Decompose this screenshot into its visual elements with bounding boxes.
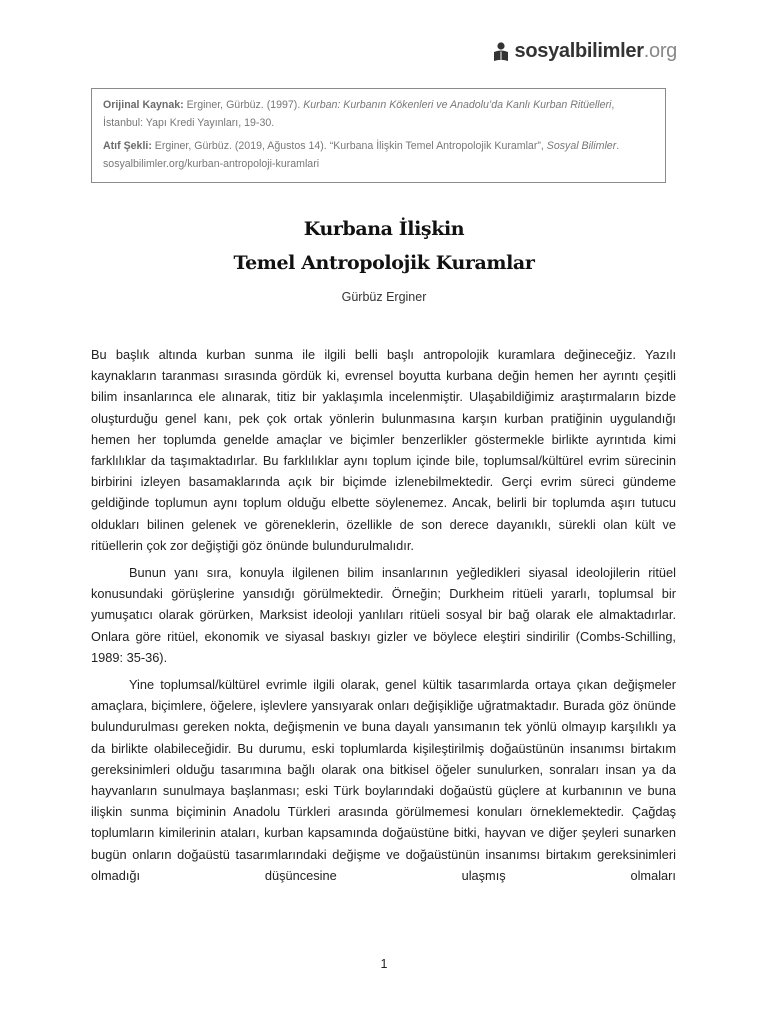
- logo-text: sosyalbilimler: [514, 40, 644, 62]
- original-source-label: Orijinal Kaynak:: [103, 99, 184, 111]
- citation-label: Atıf Şekli:: [103, 140, 152, 152]
- document-title: [0, 212, 768, 280]
- citation-url: . sosyalbilimler.org/kurban-antropoloji-kuramlari: [103, 140, 620, 170]
- article-body: [91, 344, 676, 892]
- source-citation-box: [91, 88, 666, 183]
- page-number: 1: [380, 957, 388, 971]
- title-line-1: Kurbana İlişkin: [303, 218, 465, 240]
- site-logo[interactable]: [493, 40, 677, 63]
- paragraph: Yine toplumsal/kültürel evrimle ilgili olarak, genel kültik tasarımlarda ortaya çıkan değişmeler amaçlara, biçimlere, öğelere, işlevlere yansıyarak onları değişikliğe uğratmaktadır. Burada göz önünde bulundurulması gereken nokta, değişmenin ve buna dayalı yansımanın tek yönlü olmayıp karşılıklı ya da birlikte olabileceğidir. Bu durumu, eski toplumlarda kişileştirilmiş doğaüstünün insanımsı birtakım gereksinimleri olduğu tasarımına bağlı olarak ona bitkisel öğeler sunulurken, sonraları insan ya da hayvanların sunulmaya başlanması; eski Türk boylarındaki doğaüstü güçlere at kurbanının ve buna ilişkin sunma biçiminin Anadolu Türkleri arasında görülmemesi konuları örneklemektedir. Çağdaş toplumların kimilerinin ataları, kurban kapsamında doğaüstüne bitki, hayvan ve diğer şeyleri sunarken bugün onların doğaüstü tasarımlarındaki değişme ve doğaüstünün insanımsı birtakım gereksinimleri olmadığı düşüncesine ulaşmış olmaları: [91, 677, 676, 883]
- title-line-2: Temel Antropolojik Kuramlar: [233, 252, 535, 274]
- paragraph: Bu başlık altında kurban sunma ile ilgili belli başlı antropolojik kuramlara değineceğiz. Yazılı kaynakların taranması sırasında gördük ki, evrensel boyutta kurbana değin hemen her ayrıntı çeşitli bilim insanlarınca ele alınarak, titiz bir yaklaşımla incelenmiştir. Ulaşabildiğimiz araştırmaların bizde oluşturduğu genel kanı, pek çok ortak yönlerin bulunmasına karşın kurban pratiğinin uygulandığı hemen her toplumda genelde amaçlar ve biçimler benzerlikler göstermekle birlikte ayrıntıda kimi farklılıklar da taşımaktadırlar. Bu farklılıklar aynı toplum içinde bile, toplumsal/kültürel evrim sürecinin birbirini izleyen basamaklarında açık bir biçimde izlenebilmektedir. Gerçi evrim süreci gündeme geldiğinde toplumun aynı toplum olduğu elbette söylenemez. Ancak, belirli bir toplumda aşırı tutucu oldukları bilinen gelenek ve göreneklerin, özellikle de son derece dayanıklı, sürekli olan kült ve ritüellerin çok zor değiştiği göz önünde bulundurulmalıdır.: [91, 347, 676, 553]
- paragraph: Bunun yanı sıra, konuyla ilgilenen bilim insanlarının yeğledikleri siyasal ideolojilerin ritüel konusundaki görüşlerine yansıdığı görülmektedir. Örneğin; Durkheim ritüeli yararlı, toplumsal bir yumuşatıcı olarak görürken, Marksist ideoloji yanlıları ritüeli sosyal bir bağ olarak ele almaktadırlar. Onlara göre ritüel, ekonomik ve siyasal baskıyı gizler ve böylece eleştiri sindirilir (Combs-Schilling, 1989: 35-36).: [91, 565, 676, 665]
- original-source: Orijinal Kaynak: Erginer, Gürbüz. (1997). Kurban: Kurbanın Kökenleri ve Anadolu’da Kanlı Kurban Ritüelleri, İstanbul: Yapı Kredi Yayınları, 19-30.: [103, 99, 615, 129]
- logo-tld: .org: [643, 40, 677, 62]
- author-name: Gürbüz Erginer: [341, 290, 427, 304]
- person-reading-icon: [493, 42, 509, 62]
- citation-format: Atıf Şekli: Erginer, Gürbüz. (2019, Ağustos 14). “Kurbana İlişkin Temel Antropolojik Kuramlar”, Sosyal Bilimler. sosyalbilimler.org/kurban-antropoloji-kuramlari: [103, 140, 620, 170]
